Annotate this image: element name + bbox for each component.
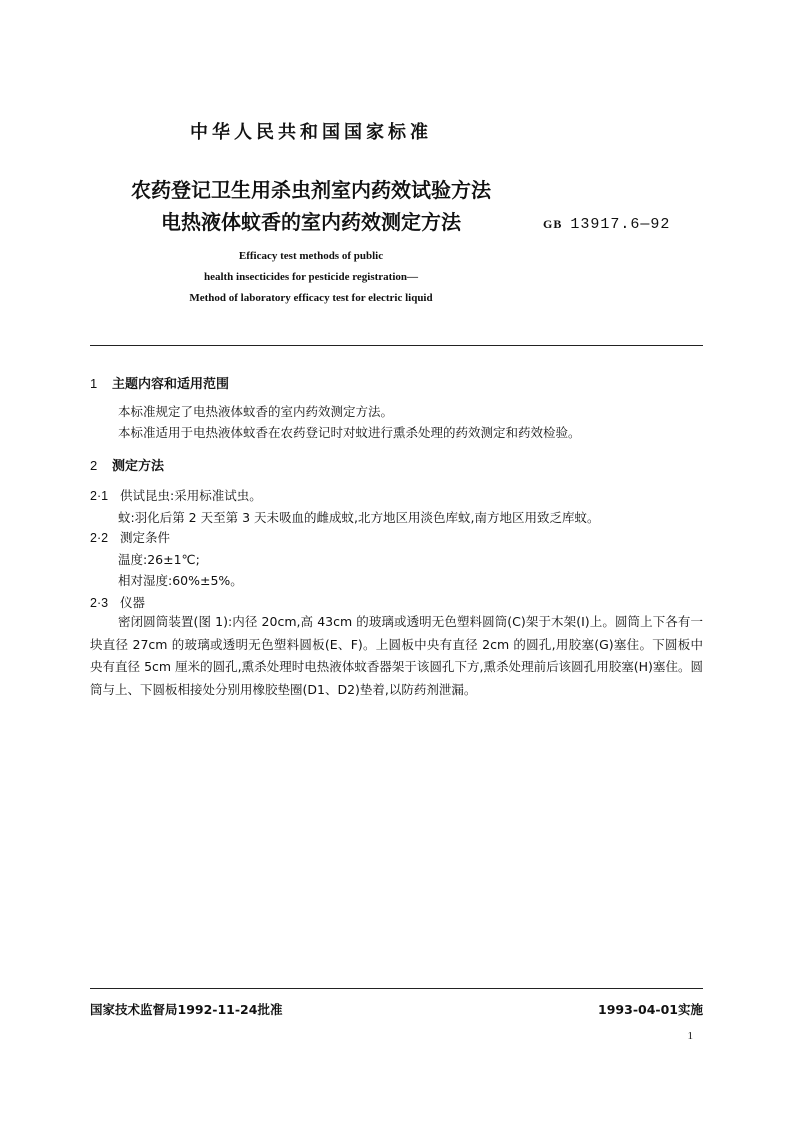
section-1-heading [90, 373, 229, 392]
english-title-line: health insecticides for pesticide registration— [203, 271, 419, 283]
standard-number: 13917.6—92 [570, 216, 671, 233]
approval-date: 国家技术监督局1992-11-24批准 [90, 1002, 283, 1017]
apparatus-paragraph: 密闭圆筒装置(图 1):内径 20cm,高 43cm 的玻璃或透明无色塑料圆筒(C)架于木架(I)上。圆筒上下各有一块直径 27cm 的玻璃或透明无色塑料圆板(E、F)。上圆板中央有直径 2cm 的圆孔,用胶塞(G)塞住。下圆板中央有直径 5cm 厘米的圆孔,熏杀处理时电热液体蚊香器架于该圆孔下方,熏杀处理前后该圆孔用胶塞(H)塞住。圆筒与上、下圆板相接处分别用橡胶垫圈(D1、D2)垫着,以防药剂泄漏。 [90, 614, 703, 697]
effective-date: 1993-04-01实施 [598, 1002, 703, 1017]
subsection-number: 2·1 [90, 489, 109, 503]
english-title-line: Method of laboratory efficacy test for electric liquid [189, 292, 433, 304]
subsection-2-2 [90, 528, 170, 546]
body-line: 蚊:羽化后第 2 天至第 3 天未吸血的雌成蚊,北方地区用淡色库蚊,南方地区用致乏库蚊。 [118, 510, 600, 525]
subsection-number: 2·3 [90, 596, 109, 610]
subsection-text: 仪器 [120, 595, 146, 610]
body-line: 相对湿度:60%±5%。 [118, 573, 243, 588]
document-title-line2: 电热液体蚊香的室内药效测定方法 [161, 210, 461, 234]
page-number: 1 [687, 1030, 693, 1042]
subsection-2-1 [90, 486, 262, 504]
subsection-2-3 [90, 593, 145, 611]
body-line: 本标准规定了电热液体蚊香的室内药效测定方法。 [118, 404, 394, 419]
header-divider [90, 345, 703, 346]
english-title-line: Efficacy test methods of public [238, 250, 384, 262]
section-number: 2 [90, 458, 98, 473]
body-line: 本标准适用于电热液体蚊香在农药登记时对蚊进行熏杀处理的药效测定和药效检验。 [118, 425, 581, 440]
subsection-number: 2·2 [90, 531, 109, 545]
section-number: 1 [90, 376, 98, 391]
standard-prefix: GB [543, 217, 563, 231]
footer-divider [90, 988, 703, 989]
document-title-line1: 农药登记卫生用杀虫剂室内药效试验方法 [131, 178, 491, 202]
issuer-title: 中华人民共和国国家标准 [190, 122, 432, 143]
subsection-text: 供试昆虫:采用标准试虫。 [120, 488, 262, 503]
section-2-heading [90, 455, 164, 474]
section-title: 主题内容和适用范围 [112, 377, 230, 392]
subsection-text: 测定条件 [120, 530, 171, 545]
section-title: 测定方法 [112, 459, 165, 474]
standard-code [543, 216, 670, 233]
body-line: 温度:26±1℃; [118, 552, 200, 567]
